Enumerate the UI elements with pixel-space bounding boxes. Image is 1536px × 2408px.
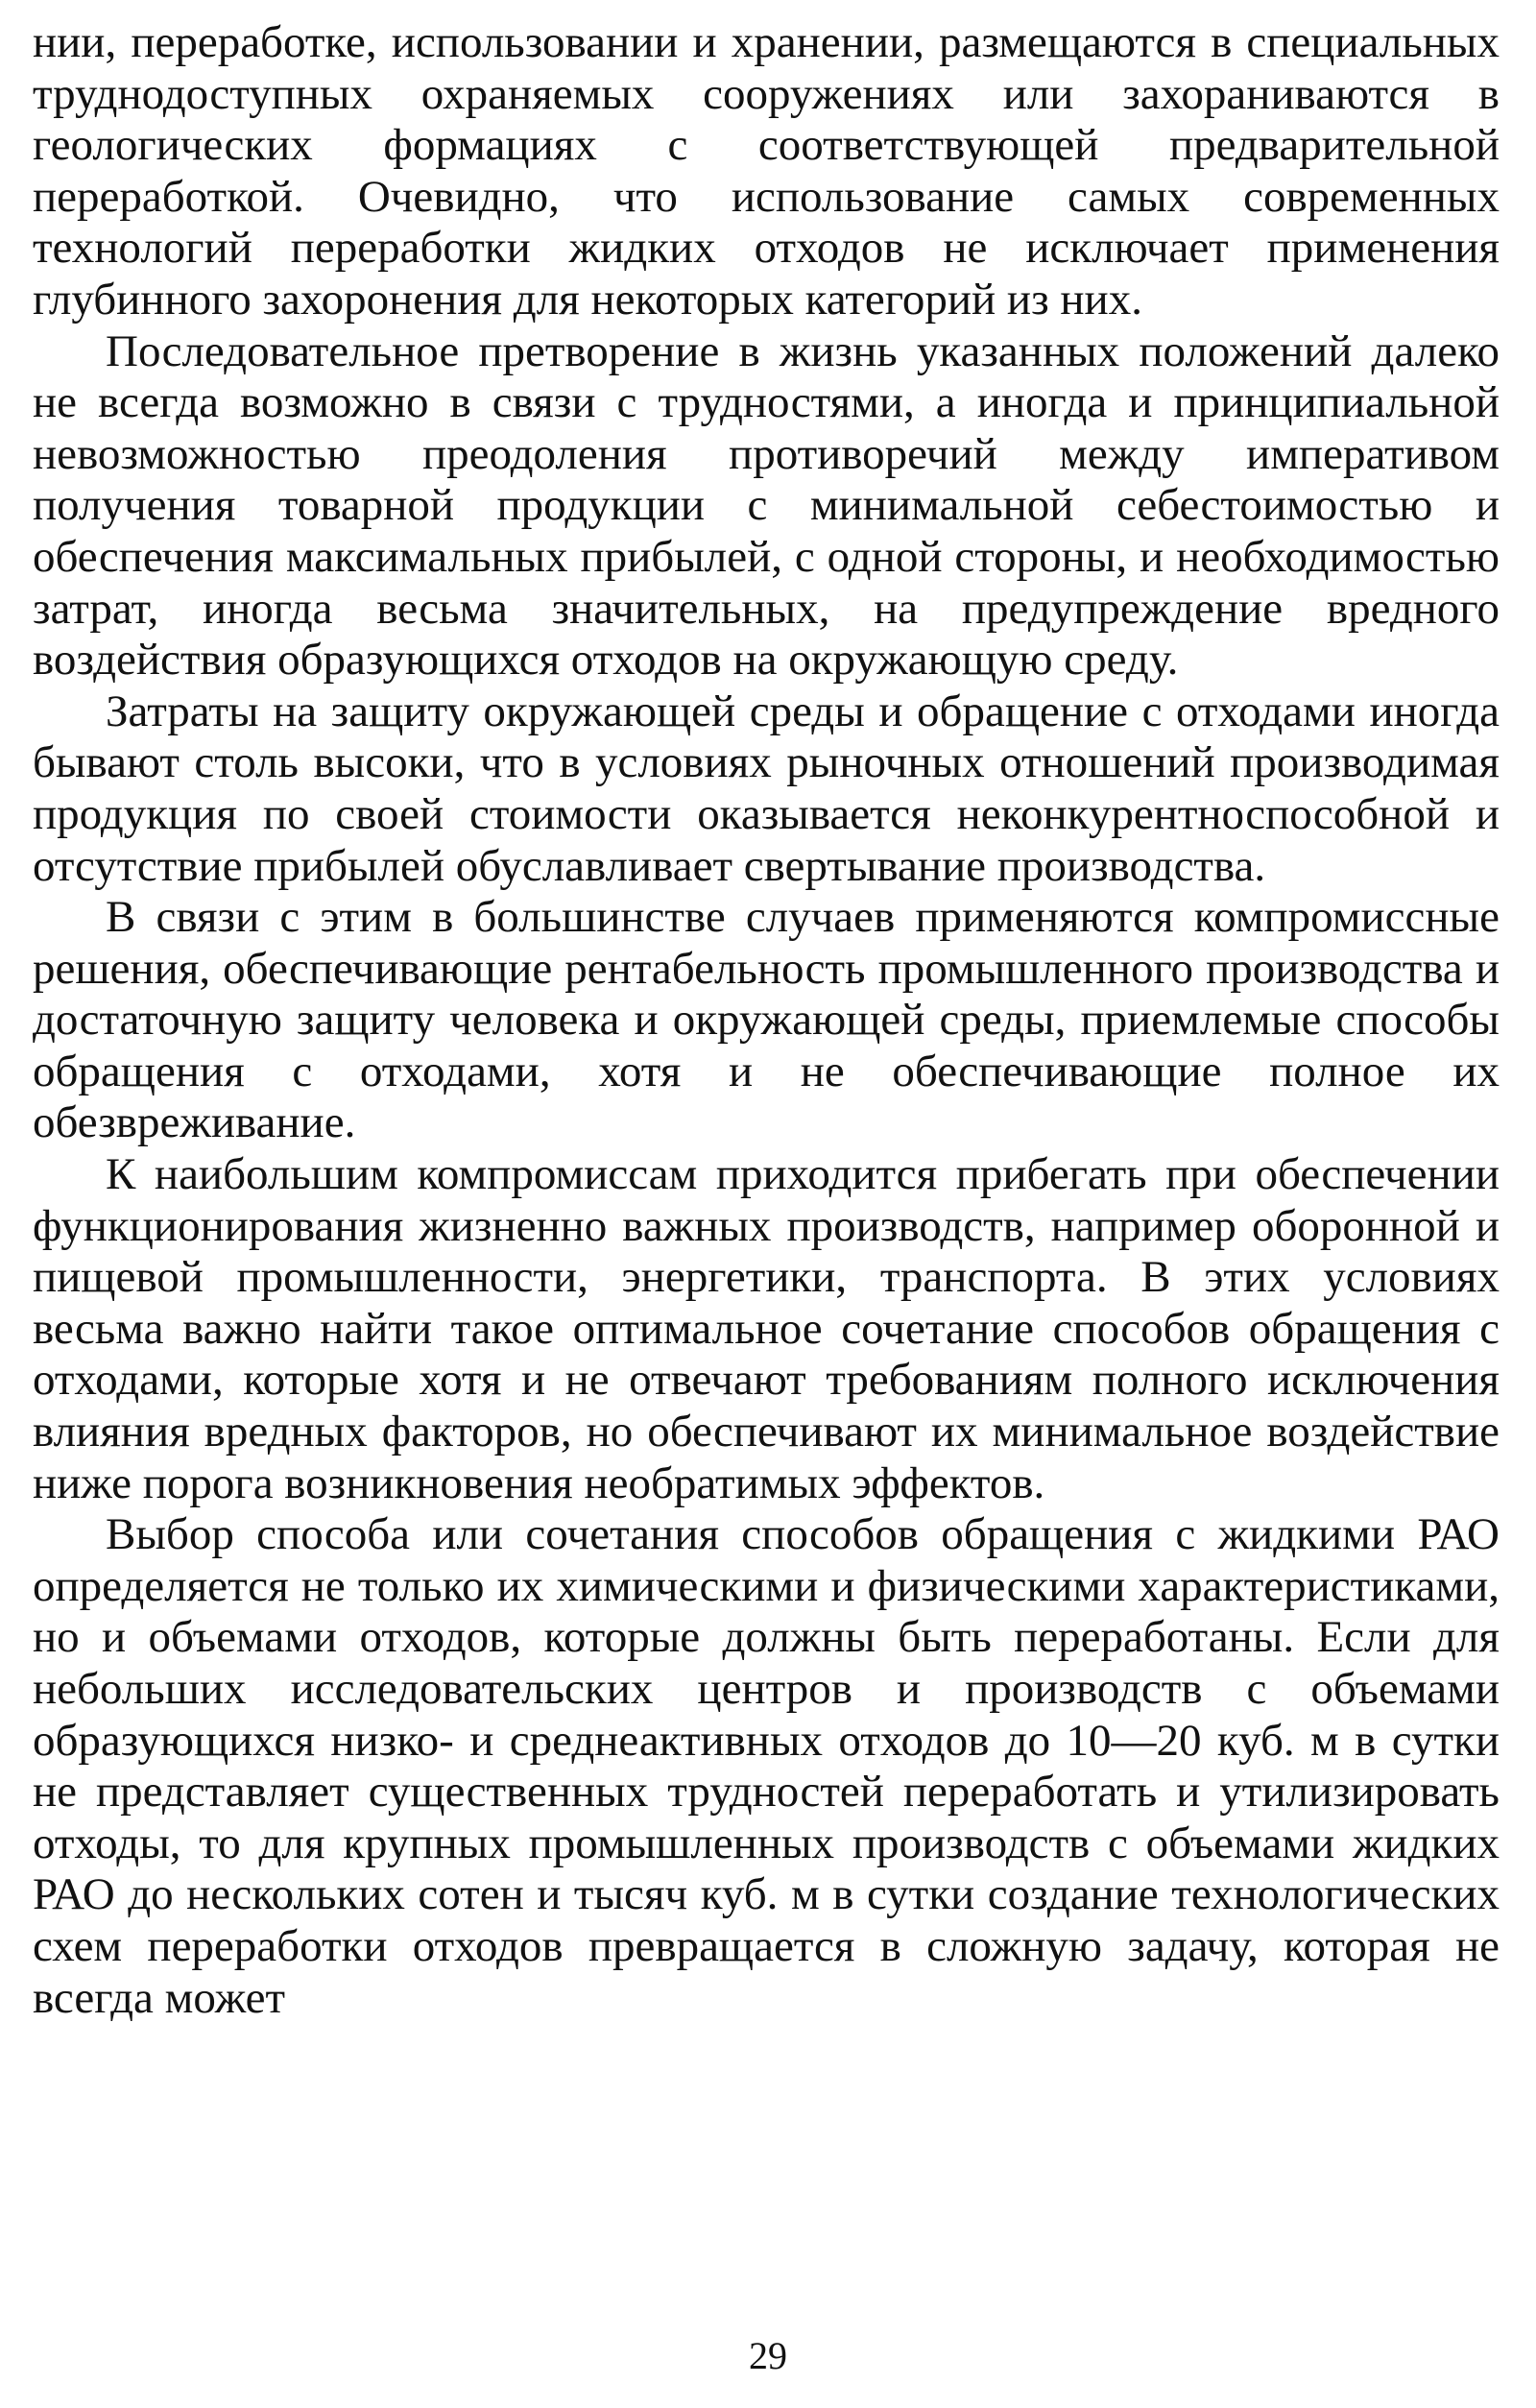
paragraph-6: Выбор способа или сочетания способов обращения с жидкими РАО определяется не только их химическими и физическими характеристиками, но и объемами отходов, которые должны быть переработаны. Если для небольших исследовательских центров и производств с объемами образующихся низко- и среднеактивных отходов до 10—20 куб. м в сутки не представляет существенных трудностей переработать и утилизировать отходы, то для крупных промышленных производств с объемами жидких РАО до нескольких сотен и тысяч куб. м в сутки создание технологических схем переработки отходов превращается в сложную задачу, которая не всегда может <box>33 1509 1500 2023</box>
paragraph-1: нии, переработке, использовании и хранении, размещаются в специальных труднодоступных охраняемых сооружениях или захораниваются в геологических формациях с соответствующей предварительной переработкой. Очевидно, что использование самых современных технологий переработки жидких отходов не исключает применения глубинного захоронения для некоторых категорий из них. <box>33 17 1500 325</box>
paragraph-4: В связи с этим в большинстве случаев применяются компромиссные решения, обеспечивающие рентабельность промышленного производства и достаточную защиту человека и окружающей среды, приемлемые способы обращения с отходами, хотя и не обеспечивающие полное их обезвреживание. <box>33 892 1500 1148</box>
paragraph-2: Последовательное претворение в жизнь указанных положений далеко не всегда возможно в связи с трудностями, а иногда и принципиальной невозможностью преодоления противоречий между императивом получения товарной продукции с минимальной себестоимостью и обеспечения максимальных прибылей, с одной стороны, и необходимостью затрат, иногда весьма значительных, на предупреждение вредного воздействия образующихся отходов на окружающую среду. <box>33 325 1500 686</box>
paragraph-5: К наибольшим компромиссам приходится прибегать при обеспечении функционирования жизненно важных производств, например оборонной и пищевой промышленности, энергетики, транспорта. В этих условиях весьма важно найти такое оптимальное сочетание способов обращения с отходами, которые хотя и не отвечают требованиям полного исключения влияния вредных факторов, но обеспечивают их минимальное воздействие ниже порога возникновения необратимых эффектов. <box>33 1149 1500 1508</box>
paragraph-3: Затраты на защиту окружающей среды и обращение с отходами иногда бывают столь высоки, что в условиях рыночных отношений производимая продукция по своей стоимости оказывается неконкурентноспособной и отсутствие прибылей обуславливает свертывание производства. <box>33 686 1500 891</box>
page-body <box>33 17 1500 2024</box>
page-number: 29 <box>749 2334 787 2377</box>
